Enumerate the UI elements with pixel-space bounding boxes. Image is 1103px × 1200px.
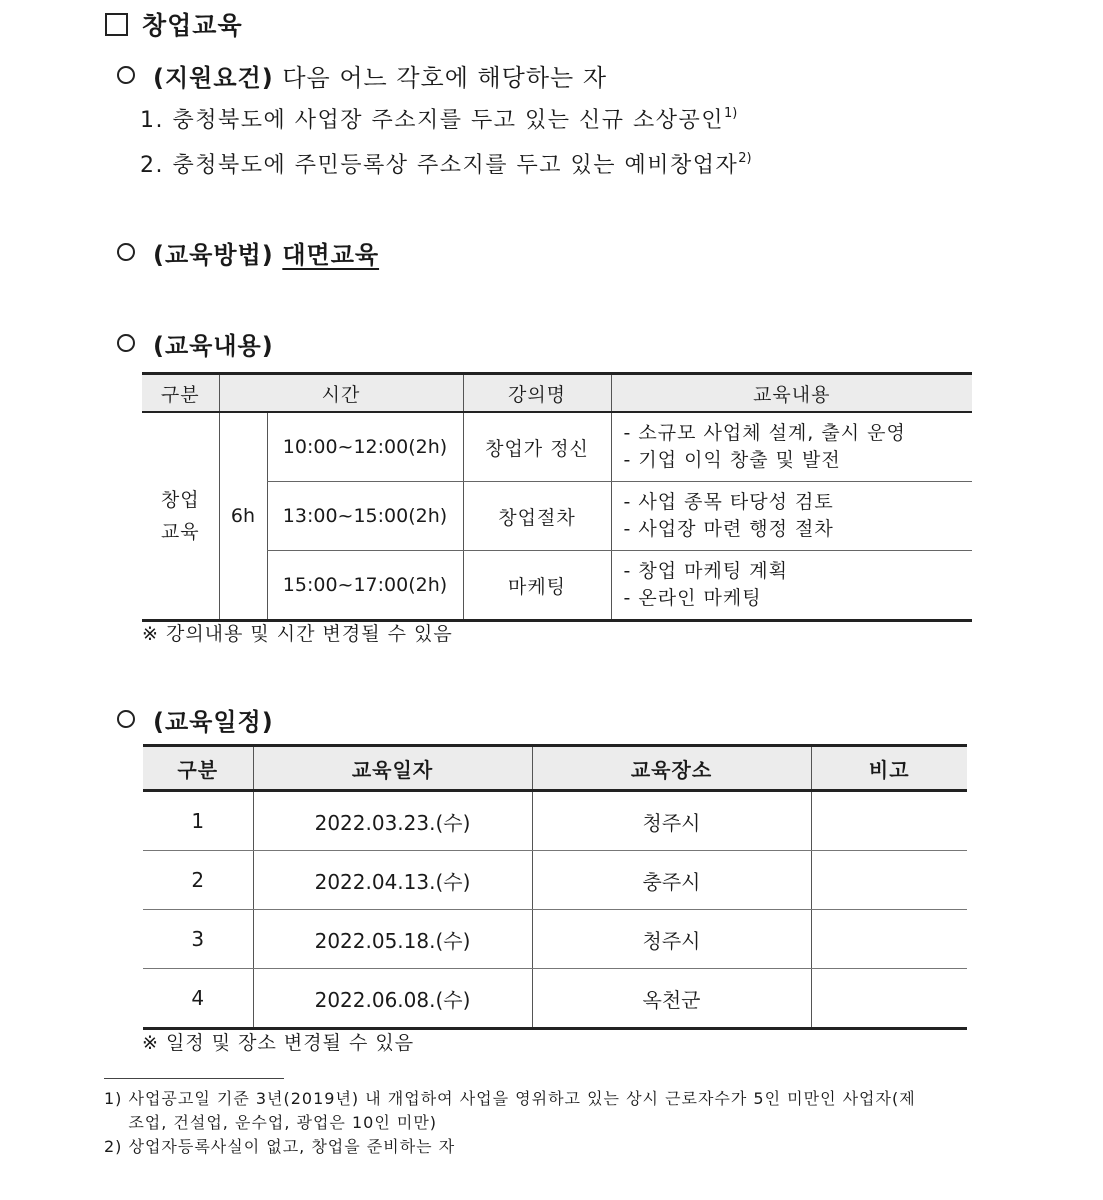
details-cell: - 소규모 사업체 설계, 출시 운영 - 기업 이익 창출 및 발전 bbox=[611, 412, 972, 482]
place-cell: 충주시 bbox=[532, 851, 811, 910]
method-line bbox=[117, 235, 379, 270]
requirements-text: 다음 어느 각호에 해당하는 자 bbox=[282, 64, 608, 92]
content-note: ※ 강의내용 및 시간 변경될 수 있음 bbox=[142, 623, 453, 645]
footnote-ref: 1) bbox=[724, 106, 738, 121]
category-cell: 창업 교육 bbox=[142, 412, 219, 621]
lecture-cell: 창업절차 bbox=[463, 482, 611, 551]
table-header-row bbox=[142, 374, 972, 413]
footnote-ref: 2) bbox=[738, 151, 752, 166]
method-value: 대면교육 bbox=[282, 241, 380, 269]
schedule-line bbox=[117, 702, 274, 737]
table-header-row bbox=[143, 746, 967, 791]
lecture-cell: 창업가 정신 bbox=[463, 412, 611, 482]
table-row bbox=[143, 791, 967, 851]
circle-bullet-icon bbox=[117, 334, 135, 352]
footnote-1: 1) 사업공고일 기준 3년(2019년) 내 개업하여 사업을 영위하고 있는 상시 근로자수가 5인 미만인 사업자(제 bbox=[104, 1089, 916, 1108]
schedule-table bbox=[143, 744, 967, 1030]
section-title: 창업교육 bbox=[105, 6, 243, 42]
remark-cell bbox=[811, 969, 967, 1029]
footnote-2: 2) 상업자등록사실이 없고, 창업을 준비하는 자 bbox=[104, 1137, 456, 1156]
requirements-heading: (지원요건) bbox=[153, 64, 274, 92]
number-cell: 4 bbox=[143, 969, 253, 1029]
table-row bbox=[143, 851, 967, 910]
place-cell: 청주시 bbox=[532, 910, 811, 969]
details-cell: - 사업 종목 타당성 검토 - 사업장 마련 행정 절차 bbox=[611, 482, 972, 551]
method-heading: (교육방법) bbox=[153, 241, 274, 269]
date-cell: 2022.06.08.(수) bbox=[253, 969, 532, 1029]
requirements-line bbox=[117, 58, 607, 93]
remark-cell bbox=[811, 910, 967, 969]
table-row bbox=[143, 969, 967, 1029]
time-cell: 15:00~17:00(2h) bbox=[267, 551, 463, 621]
circle-bullet-icon bbox=[117, 243, 135, 261]
column-header: 강의명 bbox=[463, 374, 611, 413]
number-cell: 3 bbox=[143, 910, 253, 969]
footnote-1-cont: 조업, 건설업, 운수업, 광업은 10인 미만) bbox=[104, 1113, 438, 1132]
remark-cell bbox=[811, 791, 967, 851]
time-cell: 10:00~12:00(2h) bbox=[267, 412, 463, 482]
table-row bbox=[142, 551, 972, 621]
table-row bbox=[142, 412, 972, 482]
column-header: 교육내용 bbox=[611, 374, 972, 413]
schedule-note: ※ 일정 및 장소 변경될 수 있음 bbox=[142, 1032, 415, 1054]
number-cell: 1 bbox=[143, 791, 253, 851]
column-header: 구분 bbox=[143, 746, 253, 791]
column-header: 시간 bbox=[219, 374, 463, 413]
column-header: 교육장소 bbox=[532, 746, 811, 791]
date-cell: 2022.03.23.(수) bbox=[253, 791, 532, 851]
requirement-item-1: 1. 충청북도에 사업장 주소지를 두고 있는 신규 소상공인$^{1)}$ bbox=[140, 106, 738, 133]
column-header: 구분 bbox=[142, 374, 219, 413]
number-cell: 2 bbox=[143, 851, 253, 910]
remark-cell bbox=[811, 851, 967, 910]
place-cell: 옥천군 bbox=[532, 969, 811, 1029]
content-line bbox=[117, 326, 274, 361]
checkbox-square-icon bbox=[105, 13, 128, 36]
curriculum-table bbox=[142, 372, 972, 622]
requirement-item-2: 2. 충청북도에 주민등록상 주소지를 두고 있는 예비창업자$^{2)}$ bbox=[140, 151, 752, 178]
schedule-heading: (교육일정) bbox=[153, 708, 274, 736]
lecture-cell: 마케팅 bbox=[463, 551, 611, 621]
place-cell: 청주시 bbox=[532, 791, 811, 851]
hours-cell: 6h bbox=[219, 412, 267, 621]
table-row bbox=[143, 910, 967, 969]
details-cell: - 창업 마케팅 계획 - 온라인 마케팅 bbox=[611, 551, 972, 621]
circle-bullet-icon bbox=[117, 66, 135, 84]
time-cell: 13:00~15:00(2h) bbox=[267, 482, 463, 551]
table-row bbox=[142, 482, 972, 551]
column-header: 비고 bbox=[811, 746, 967, 791]
circle-bullet-icon bbox=[117, 710, 135, 728]
footnote-divider bbox=[104, 1078, 284, 1079]
date-cell: 2022.04.13.(수) bbox=[253, 851, 532, 910]
column-header: 교육일자 bbox=[253, 746, 532, 791]
date-cell: 2022.05.18.(수) bbox=[253, 910, 532, 969]
content-heading: (교육내용) bbox=[153, 332, 274, 360]
